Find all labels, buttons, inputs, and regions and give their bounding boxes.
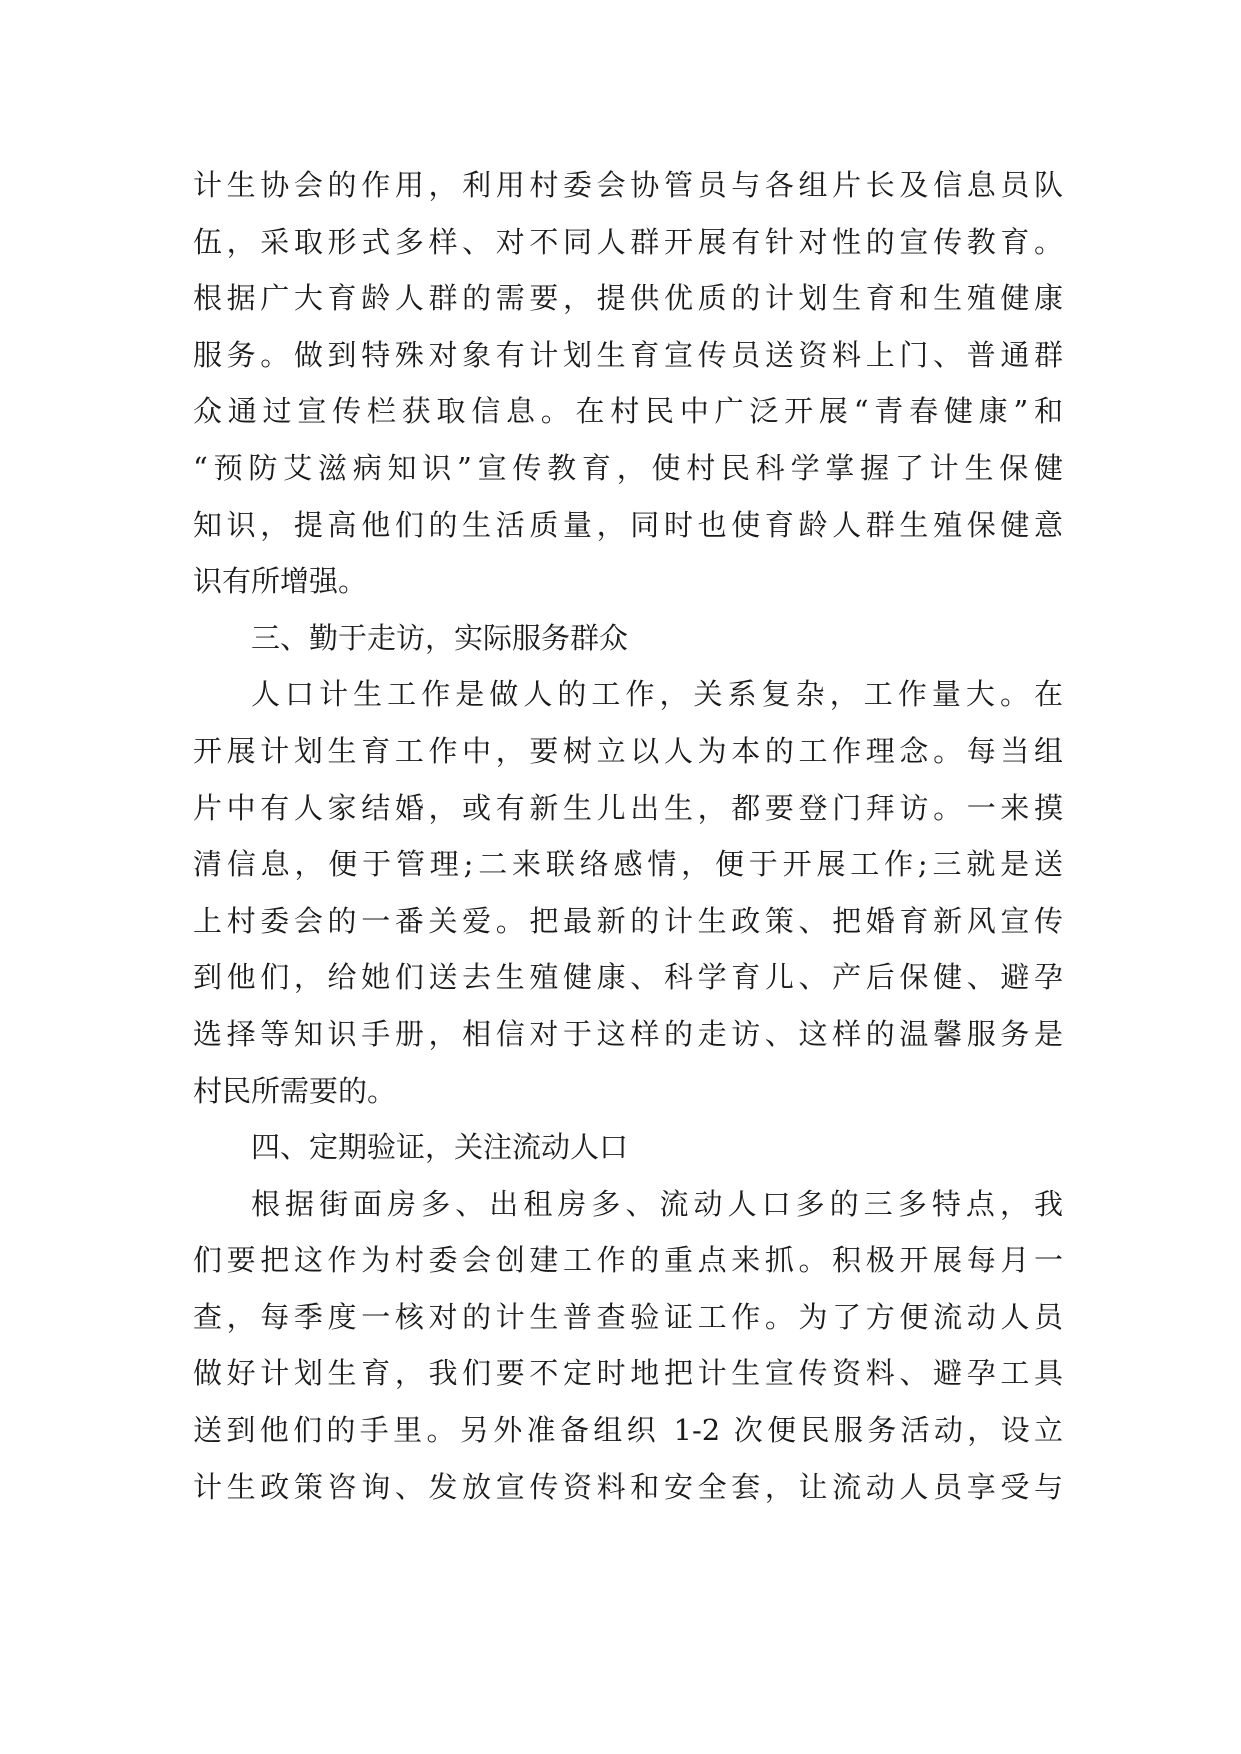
text-line: 们要把这作为村委会创建工作的重点来抓。积极开展每月一 bbox=[193, 1243, 1063, 1278]
text-line: 片中有人家结婚，或有新生儿出生，都要登门拜访。一来摸 bbox=[193, 790, 1063, 825]
text-line: 众通过宣传栏获取信息。在村民中广泛开展“青春健康”和 bbox=[193, 394, 1063, 429]
text-line: 服务。做到特殊对象有计划生育宣传员送资料上门、普通群 bbox=[193, 337, 1063, 372]
paragraph-home-visits bbox=[193, 674, 1063, 1127]
paragraph-floating-population bbox=[193, 1184, 1063, 1524]
text-line: 根据广大育龄人群的需要，提供优质的计划生育和生殖健康 bbox=[193, 281, 1063, 316]
text-line: 送到他们的手里。另外准备组织 1-2 次便民服务活动，设立 bbox=[193, 1413, 1063, 1448]
text-line: 清信息，便于管理;二来联络感情，便于开展工作;三就是送 bbox=[193, 847, 1063, 882]
text-line: “预防艾滋病知识”宣传教育，使村民科学掌握了计生保健 bbox=[193, 450, 1063, 485]
document-body bbox=[193, 165, 1063, 1523]
text-line: 识有所增强。 bbox=[193, 564, 368, 599]
text-line: 做好计划生育，我们要不定时地把计生宣传资料、避孕工具 bbox=[193, 1356, 1063, 1391]
text-line: 上村委会的一番关爱。把最新的计生政策、把婚育新风宣传 bbox=[193, 903, 1063, 938]
text-line: 计生协会的作用，利用村委会协管员与各组片长及信息员队 bbox=[193, 168, 1063, 202]
section-heading-three bbox=[193, 618, 1063, 675]
text-line: 知识，提高他们的生活质量，同时也使育龄人群生殖保健意 bbox=[193, 507, 1063, 542]
section-heading: 四、定期验证，关注流动人口 bbox=[251, 1130, 629, 1165]
text-line: 计生政策咨询、发放宣传资料和安全套，让流动人员享受与 bbox=[193, 1469, 1063, 1504]
text-line: 开展计划生育工作中，要树立以人为本的工作理念。每当组 bbox=[193, 733, 1063, 768]
text-line: 根据街面房多、出租房多、流动人口多的三多特点，我 bbox=[251, 1186, 1063, 1221]
text-line: 到他们，给她们送去生殖健康、科学育儿、产后保健、避孕 bbox=[193, 960, 1063, 995]
section-heading: 三、勤于走访，实际服务群众 bbox=[251, 620, 629, 655]
text-line: 伍，采取形式多样、对不同人群开展有针对性的宣传教育。 bbox=[193, 224, 1063, 259]
text-line: 选择等知识手册，相信对于这样的走访、这样的温馨服务是 bbox=[193, 1016, 1063, 1051]
text-line: 查，每季度一核对的计生普查验证工作。为了方便流动人员 bbox=[193, 1299, 1063, 1334]
text-line: 村民所需要的。 bbox=[193, 1073, 397, 1108]
paragraph-family-planning-promotion bbox=[193, 165, 1063, 618]
section-heading-four bbox=[193, 1127, 1063, 1184]
text-line: 人口计生工作是做人的工作，关系复杂，工作量大。在 bbox=[251, 677, 1063, 712]
